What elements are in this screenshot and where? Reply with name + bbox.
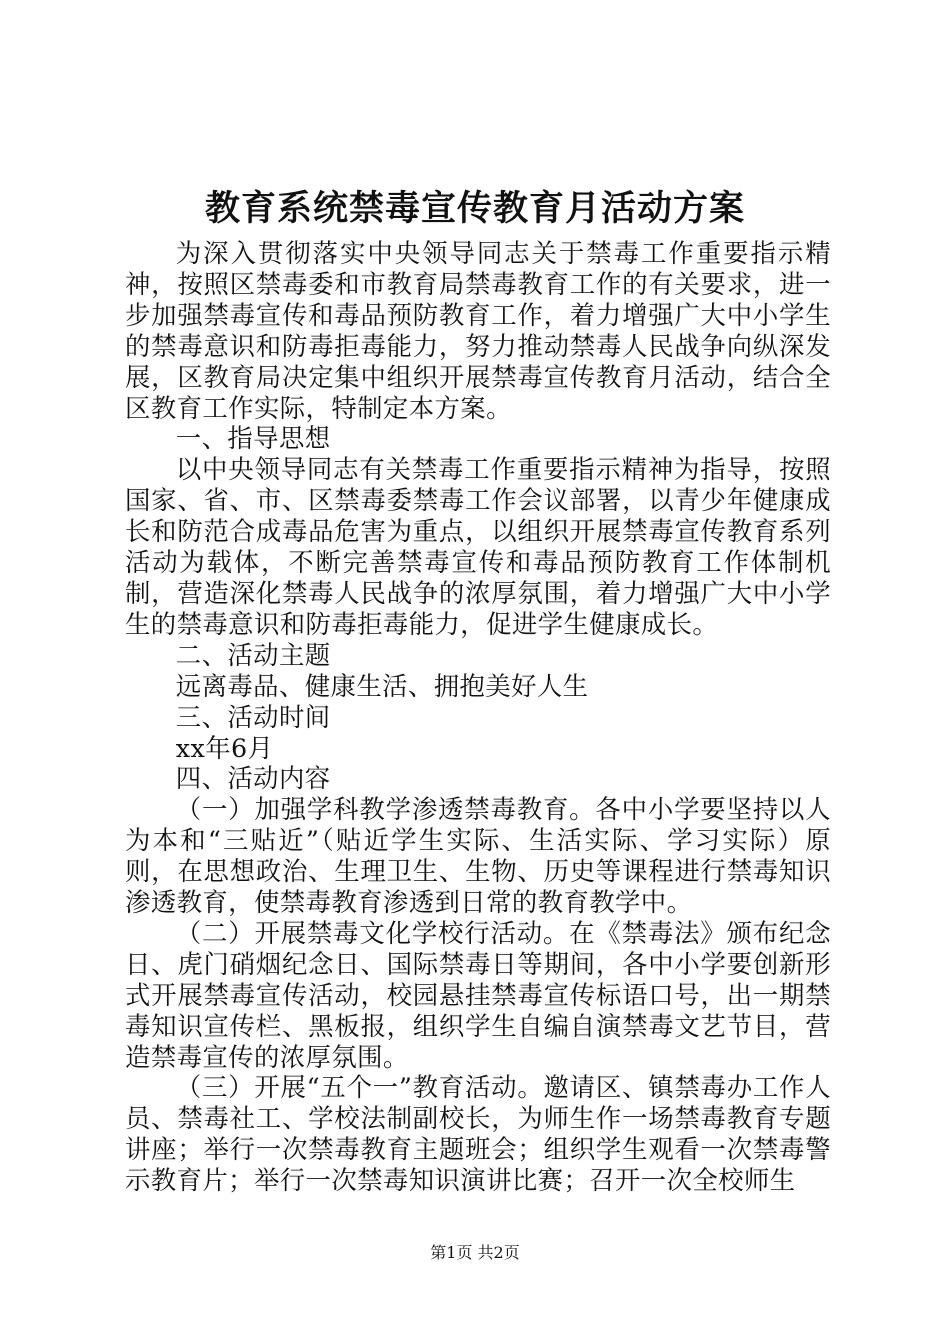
paragraph-activity-time: xx年6月 <box>175 732 274 763</box>
heading-activity-content: 四、活动内容 <box>175 763 331 794</box>
paragraph-activity-theme: 远离毒品、健康生活、拥抱美好人生 <box>175 670 589 701</box>
paragraph-content-item-3: （三）开展“五个一”教育活动。邀请区、镇禁毒办工作人员、禁毒社工、学校法制副校长，为师生作一场禁毒教育专题讲座；举行一次禁毒教育主题班会；组织学生观看一次禁毒警示教育片；举行一次禁毒知识演讲比赛；召开一次全校师生 <box>125 1072 831 1196</box>
document-body <box>125 238 831 1196</box>
paragraph-intro: 为深入贯彻落实中央领导同志关于禁毒工作重要指示精神，按照区禁毒委和市教育局禁毒教育工作的有关要求，进一步加强禁毒宣传和毒品预防教育工作，着力增强广大中小学生的禁毒意识和防毒拒毒能力，努力推动禁毒人民战争向纵深发展，区教育局决定集中组织开展禁毒宣传教育月活动，结合全区教育工作实际，特制定本方案。 <box>125 238 831 423</box>
page-footer: 第1页 共2页 <box>430 1243 520 1262</box>
page-title: 教育系统禁毒宣传教育月活动方案 <box>204 188 745 229</box>
paragraph-content-item-2: （二）开展禁毒文化学校行活动。在《禁毒法》颁布纪念日、虎门硝烟纪念日、国际禁毒日等期间，各中小学要创新形式开展禁毒宣传活动，校园悬挂禁毒宣传标语口号，出一期禁毒知识宣传栏、黑板报，组织学生自编自演禁毒文艺节目，营造禁毒宣传的浓厚氛围。 <box>125 917 831 1072</box>
paragraph-guiding-ideology: 以中央领导同志有关禁毒工作重要指示精神为指导，按照国家、省、市、区禁毒委禁毒工作会议部署，以青少年健康成长和防范合成毒品危害为重点，以组织开展禁毒宣传教育系列活动为载体，不断完善禁毒宣传和毒品预防教育工作体制机制，营造深化禁毒人民战争的浓厚氛围，着力增强广大中小学生的禁毒意识和防毒拒毒能力，促进学生健康成长。 <box>125 454 831 639</box>
paragraph-content-item-1: （一）加强学科教学渗透禁毒教育。各中小学要坚持以人为本和“三贴近”（贴近学生实际、生活实际、学习实际）原则，在思想政治、生理卫生、生物、历史等课程进行禁毒知识渗透教育，使禁毒教育渗透到日常的教育教学中。 <box>125 794 831 918</box>
heading-activity-time: 三、活动时间 <box>175 701 331 732</box>
heading-guiding-ideology: 一、指导思想 <box>175 423 331 454</box>
heading-activity-theme: 二、活动主题 <box>175 639 331 670</box>
